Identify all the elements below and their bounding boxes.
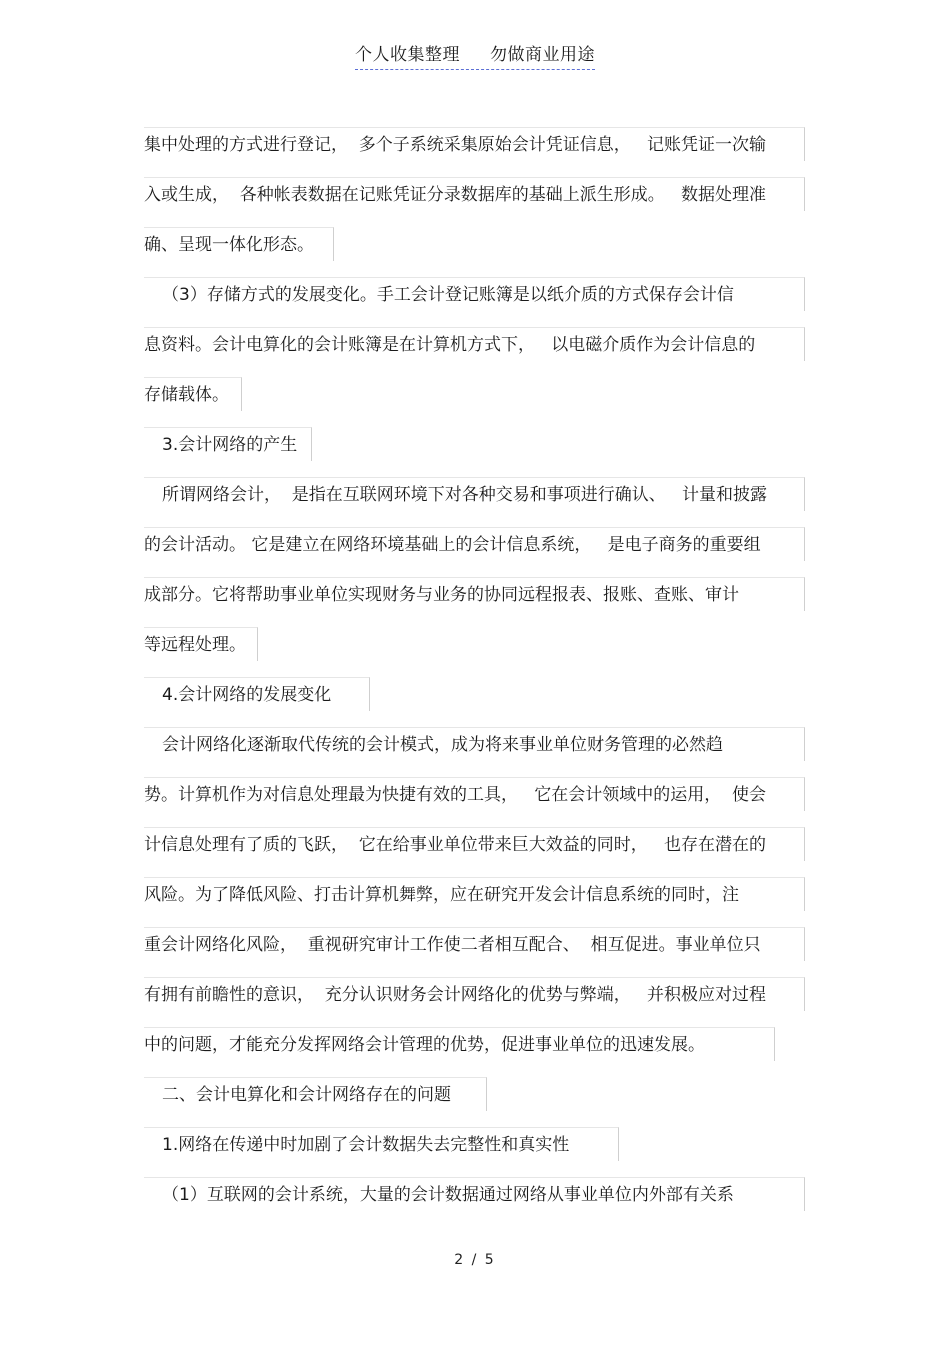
text-line: 所谓网络会计， 是指在互联网环境下对各种交易和事项进行确认、 计量和披露 xyxy=(144,477,805,511)
text-line: 会计网络化逐渐取代传统的会计模式，成为将来事业单位财务管理的必然趋 xyxy=(144,727,805,761)
text-line: 中的问题，才能充分发挥网络会计管理的优势，促进事业单位的迅速发展。 xyxy=(144,1027,775,1061)
text-line: 入或生成， 各种帐表数据在记账凭证分录数据库的基础上派生形成。 数据处理准 xyxy=(144,177,805,211)
text-line: 成部分。它将帮助事业单位实现财务与业务的协同远程报表、报账、查账、审计 xyxy=(144,577,805,611)
text-line: 集中处理的方式进行登记， 多个子系统采集原始会计凭证信息， 记账凭证一次输 xyxy=(144,127,805,161)
text-line: 存储载体。 xyxy=(144,377,242,411)
page-number: 2 / 5 xyxy=(454,1252,496,1268)
header-watermark-text xyxy=(355,40,595,70)
paragraph-heading: （3）存储方式的发展变化。手工会计登记账簿是以纸介质的方式保存会计信 xyxy=(144,277,805,311)
text-line: 重会计网络化风险， 重视研究审计工作使二者相互配合、 相互促进。事业单位只 xyxy=(144,927,805,961)
text-line: 的会计活动。 它是建立在网络环境基础上的会计信息系统， 是电子商务的重要组 xyxy=(144,527,805,561)
text-line: （1）互联网的会计系统，大量的会计数据通过网络从事业单位内外部有关系 xyxy=(144,1177,805,1211)
text-line: 等远程处理。 xyxy=(144,627,258,661)
header-right-text: 勿做商业用途 xyxy=(490,45,595,65)
header-left-text: 个人收集整理 xyxy=(355,45,460,65)
text-line: 有拥有前瞻性的意识， 充分认识财务会计网络化的优势与弊端， 并积极应对过程 xyxy=(144,977,805,1011)
page-header xyxy=(0,40,950,70)
text-line: 计信息处理有了质的飞跃， 它在给事业单位带来巨大效益的同时， 也存在潜在的 xyxy=(144,827,805,861)
section-heading: 3.会计网络的产生 xyxy=(144,427,312,461)
text-line: 风险。为了降低风险、打击计算机舞弊，应在研究开发会计信息系统的同时，注 xyxy=(144,877,805,911)
section-heading: 二、会计电算化和会计网络存在的问题 xyxy=(144,1077,487,1111)
section-heading: 1.网络在传递中时加剧了会计数据失去完整性和真实性 xyxy=(144,1127,619,1161)
text-line: 确、呈现一体化形态。 xyxy=(144,227,334,261)
text-line: 势。计算机作为对信息处理最为快捷有效的工具， 它在会计领域中的运用， 使会 xyxy=(144,777,805,811)
text-line: 息资料。会计电算化的会计账簿是在计算机方式下， 以电磁介质作为会计信息的 xyxy=(144,327,805,361)
section-heading: 4.会计网络的发展变化 xyxy=(144,677,370,711)
